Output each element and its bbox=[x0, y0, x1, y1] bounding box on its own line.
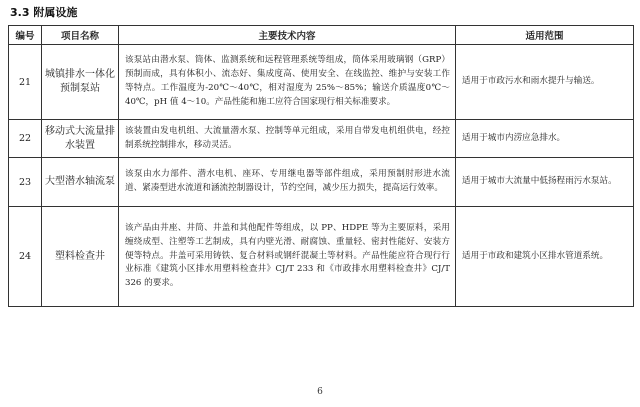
table-row bbox=[9, 207, 634, 307]
table-row bbox=[9, 120, 634, 158]
header-number: 编号 bbox=[9, 26, 42, 45]
table-row bbox=[9, 45, 634, 120]
facilities-table bbox=[8, 25, 634, 307]
row-project-name: 移动式大流量排水装置 bbox=[42, 120, 119, 158]
row-project-name: 大型潜水轴流泵 bbox=[42, 158, 119, 207]
row-scope: 适用于市政和建筑小区排水管道系统。 bbox=[456, 207, 634, 307]
row-project-name: 城镇排水一体化预制泵站 bbox=[42, 45, 119, 120]
row-number: 21 bbox=[9, 45, 42, 120]
table-header-row bbox=[9, 26, 634, 45]
table-row bbox=[9, 158, 634, 207]
row-scope: 适用于城市大流量中低扬程雨污水泵站。 bbox=[456, 158, 634, 207]
row-technical-content: 该泵站由潜水泵、筒体、监测系统和远程管理系统等组成，筒体采用玻璃钢（GRP）预制而成，具有体积小、流态好、集成度高、使用安全、在线监控、维护与安装工作等特点。工作温度为-20℃～40℃，相对湿度为 25%～85%；输送介质温度0℃～40℃，pH 值 4～10。产品性能和施工应符合国家现行相关标准要求。 bbox=[119, 45, 456, 120]
header-technical-content: 主要技术内容 bbox=[119, 26, 456, 45]
row-number: 24 bbox=[9, 207, 42, 307]
row-number: 23 bbox=[9, 158, 42, 207]
row-technical-content: 该装置由发电机组、大流量潜水泵、控制等单元组成，采用自带发电机组供电，经控制系统控制排水，移动灵活。 bbox=[119, 120, 456, 158]
row-scope: 适用于城市内涝应急排水。 bbox=[456, 120, 634, 158]
row-project-name: 塑料检查井 bbox=[42, 207, 119, 307]
row-technical-content: 该产品由井座、井筒、井盖和其他配件等组成，以 PP、HDPE 等为主要原料，采用缠绕成型、注塑等工艺制成，具有内壁光滑、耐腐蚀、重量轻、密封性能好、安装方便等特点。井盖可采用铸铁、复合材料或钢纤混凝土等材料。产品性能应符合现行行业标准《建筑小区排水用塑料检查井》CJ/T 233 和《市政排水用塑料检查井》CJ/T 326 的要求。 bbox=[119, 207, 456, 307]
header-scope: 适用范围 bbox=[456, 26, 634, 45]
row-number: 22 bbox=[9, 120, 42, 158]
page-number: 6 bbox=[317, 387, 323, 397]
header-project-name: 项目名称 bbox=[42, 26, 119, 45]
section-title: 3.3 附属设施 bbox=[10, 6, 78, 19]
row-technical-content: 该泵由水力部件、潜水电机、座环、专用继电器等部件组成，采用预制肘形进水流道、紧凑型进水流道和涵流控制器设计，节约空间，减少压力损失，提高运行效率。 bbox=[119, 158, 456, 207]
row-scope: 适用于市政污水和雨水提升与输送。 bbox=[456, 45, 634, 120]
